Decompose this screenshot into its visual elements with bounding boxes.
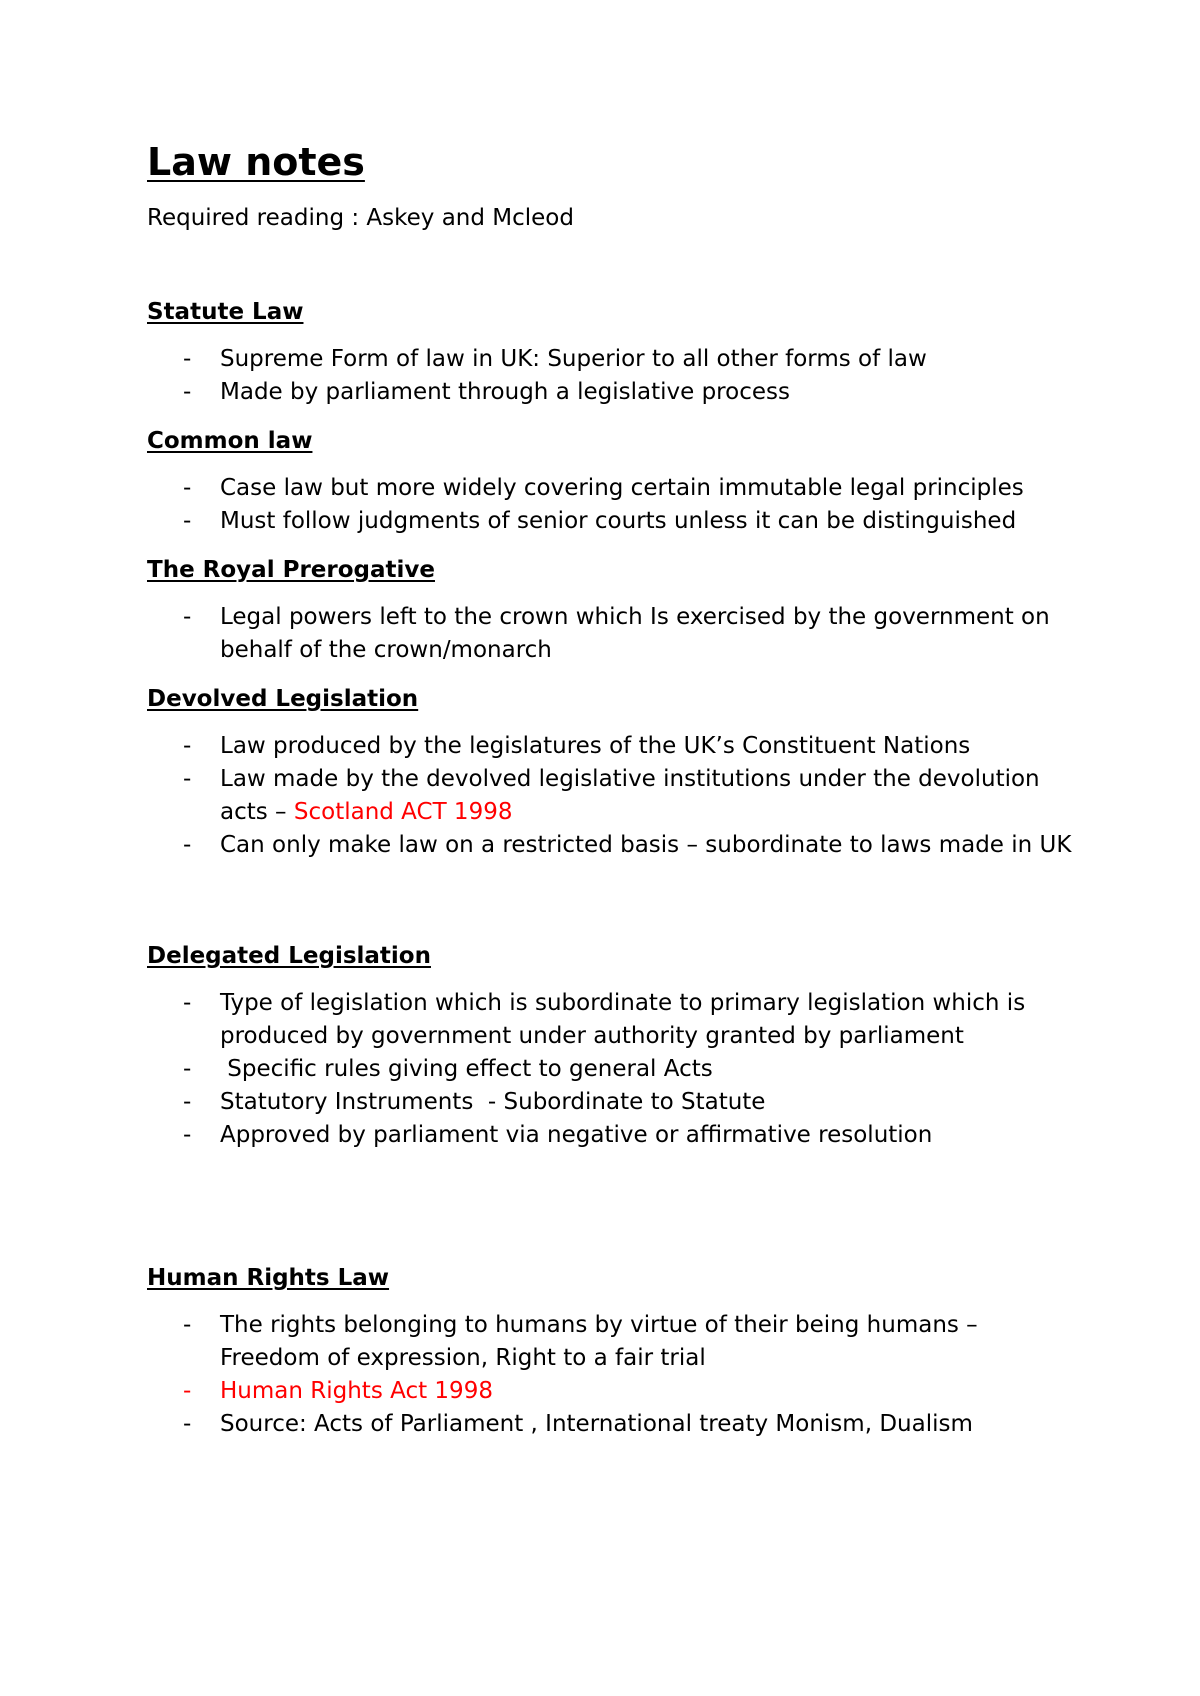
section-heading-devolved-legislation: Devolved Legislation [147,685,419,712]
bullet-dash: - [183,765,192,792]
section-heading-human-rights-law: Human Rights Law [147,1264,390,1291]
list-item: - Supreme Form of law in UK: Superior to all other forms of law [147,343,1077,376]
bullet-dash: - [183,831,192,858]
human-rights-law-list [147,1309,1077,1441]
bullet-dash: - [183,1311,192,1338]
delegated-legislation-list [147,987,1077,1152]
list-item-highlighted: - Human Rights Act 1998 [147,1375,1077,1408]
list-item: - Law made by the devolved legislative institutions under the devolution acts – Scotland ACT 1998 [147,763,1077,829]
list-item: - Type of legislation which is subordinate to primary legislation which is produced by government under authority granted by parliament [147,987,1077,1053]
bullet-dash: - [183,1088,192,1115]
highlighted-act: Scotland ACT 1998 [293,798,513,825]
bullet-dash: - [183,1410,192,1437]
list-item: - Specific rules giving effect to general Acts [147,1053,1077,1086]
list-item: - Case law but more widely covering certain immutable legal principles [147,472,1077,505]
required-reading: Required reading : Askey and Mcleod [147,204,574,231]
bullet-dash: - [183,1055,192,1082]
bullet-dash: - [183,1121,192,1148]
bullet-dash: - [183,345,192,372]
list-item: - Can only make law on a restricted basis – subordinate to laws made in UK [147,829,1077,862]
bullet-dash: - [183,732,192,759]
list-item: - Legal powers left to the crown which Is exercised by the government on behalf of the crown/monarch [147,601,1077,667]
section-heading-delegated-legislation: Delegated Legislation [147,942,431,969]
list-item: - Statutory Instruments - Subordinate to Statute [147,1086,1077,1119]
list-item: - Law produced by the legislatures of the UK’s Constituent Nations [147,730,1077,763]
list-item: - Source: Acts of Parliament , International treaty Monism, Dualism [147,1408,1077,1441]
bullet-dash: - [183,474,192,501]
bullet-dash: - [183,378,192,405]
bullet-dash: - [183,507,192,534]
statute-law-list [147,343,1077,409]
devolved-legislation-list [147,730,1077,862]
list-item: - Must follow judgments of senior courts unless it can be distinguished [147,505,1077,538]
royal-prerogative-list [147,601,1077,667]
page-title: Law notes [147,140,365,184]
document-body [147,140,1077,1441]
list-item: - The rights belonging to humans by virtue of their being humans – Freedom of expression, Right to a fair trial [147,1309,1077,1375]
section-heading-statute-law: Statute Law [147,298,304,325]
common-law-list [147,472,1077,538]
bullet-dash: - [183,1377,192,1404]
bullet-dash: - [183,989,192,1016]
section-heading-common-law: Common law [147,427,313,454]
section-heading-royal-prerogative: The Royal Prerogative [147,556,435,583]
list-item: - Made by parliament through a legislative process [147,376,1077,409]
bullet-dash: - [183,603,192,630]
list-item: - Approved by parliament via negative or affirmative resolution [147,1119,1077,1152]
